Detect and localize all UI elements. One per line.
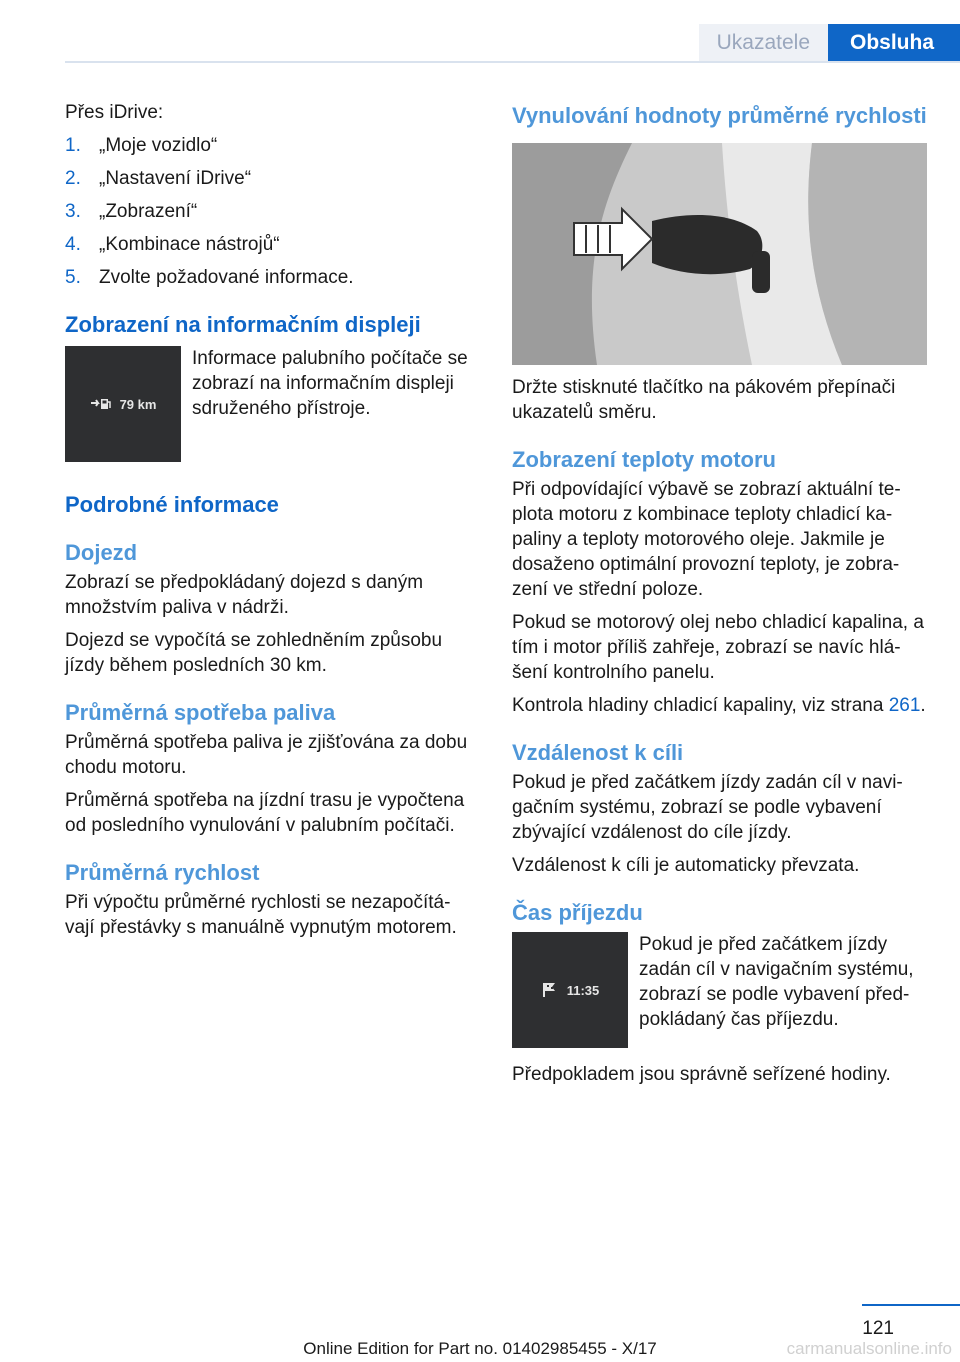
tab-obsluha[interactable]: Obsluha (828, 24, 960, 62)
tab-ukazatele[interactable]: Ukazatele (699, 24, 828, 62)
consumption-paragraph-1: Průměrná spotřeba paliva je zjišťována za dobu chodu motoru. (65, 732, 468, 778)
consumption-paragraph-2: Průměrná spotřeba na jízdní trasu je vypočtena od posledního vynulování v palubním počítači. (65, 790, 465, 836)
header-divider (65, 61, 960, 63)
range-paragraph-1: Zobrazí se předpokládaný dojezd s daným množstvím paliva v nádrži. (65, 572, 424, 618)
temperature-paragraph-1: Při odpovídající výbavě se zobrazí aktuální te- plota motoru z kombinace teploty chladicí ka- paliny a teploty motorového oleje. Jakmile je dosaženo optimální provozní teploty, je zobra- zení ve střední poloze. (512, 479, 901, 600)
heading-distance: Vzdálenost k cíli (512, 740, 684, 765)
heading-details: Podrobné informace (65, 492, 279, 517)
list-item: 1. „Moje vozidlo“ (65, 135, 218, 156)
heading-reset: Vynulování hodnoty průměrné rychlosti (512, 103, 927, 128)
fuel-range-icon (90, 397, 112, 411)
temperature-paragraph-2: Pokud se motorový olej nebo chladicí kapalina, a tím i motor příliš zahřeje, zobrazí se navíc hlá- šení kontrolního panelu. (512, 612, 924, 683)
watermark: carmanualsonline.info (786, 1339, 952, 1358)
reset-paragraph: Držte stisknuté tlačítko na pákovém přepínači ukazatelů směru. (512, 377, 896, 423)
steps-list (65, 133, 480, 290)
distance-paragraph-1: Pokud je před začátkem jízdy zadán cíl v navi- gačním systému, zobrazí se podle vybavení zbývající vzdálenost do cíle jízdy. (512, 772, 903, 843)
left-column (65, 100, 480, 948)
heading-range: Dojezd (65, 540, 138, 565)
arrival-figure (512, 932, 928, 1048)
range-paragraph-2: Dojezd se vypočítá se zohledněním způsobu jízdy během posledních 30 km. (65, 630, 443, 676)
heading-speed: Průměrná rychlost (65, 860, 260, 885)
temperature-paragraph-3: Kontrola hladiny chladicí kapaliny, viz strana 261. (512, 695, 926, 716)
page-number: 121 (862, 1318, 894, 1339)
list-item: 4. „Kombinace nástrojů“ (65, 234, 280, 255)
heading-consumption: Průměrná spotřeba paliva (65, 700, 336, 725)
turn-signal-lever-photo (512, 143, 927, 365)
list-item: 2. „Nastavení iDrive“ (65, 168, 252, 189)
footer-divider (862, 1304, 960, 1306)
lever-illustration (512, 143, 927, 365)
heading-temperature: Zobrazení teploty motoru (512, 447, 776, 472)
heading-display: Zobrazení na informačním displeji (65, 312, 421, 337)
intro-text: Přes iDrive: (65, 102, 164, 123)
page-link-261[interactable]: 261 (888, 695, 921, 716)
header-tabs (699, 24, 960, 62)
arrival-paragraph-2: Předpokladem jsou správně seřízené hodiny. (512, 1064, 891, 1085)
display-text: Informace palubního počítače se zobrazí na informačním displeji sdruženého přístroje. (192, 348, 468, 419)
right-column (512, 100, 928, 1095)
speed-paragraph-1: Při výpočtu průměrné rychlosti se nezapočítá- vají přestávky s manuálně vypnutým motorem. (65, 892, 457, 938)
arrival-display-image (512, 932, 628, 1048)
destination-flag-icon (541, 981, 559, 999)
arrival-display-value: 11:35 (566, 982, 600, 998)
list-item: 3. „Zobrazení“ (65, 201, 198, 222)
footer-edition: Online Edition for Part no. 01402985455 - X/17 (303, 1339, 657, 1358)
distance-paragraph-2: Vzdálenost k cíli je automaticky převzata. (512, 855, 860, 876)
arrival-text: Pokud je před začátkem jízdy zadán cíl v navigačním systému, zobrazí se podle vybavení před- pokládaný čas příjezdu. (639, 934, 914, 1030)
display-figure (65, 346, 480, 462)
list-item: 5. Zvolte požadované informace. (65, 267, 354, 288)
range-display-value: 79 km (119, 396, 157, 412)
heading-arrival: Čas příjezdu (512, 900, 643, 925)
range-display-image (65, 346, 181, 462)
